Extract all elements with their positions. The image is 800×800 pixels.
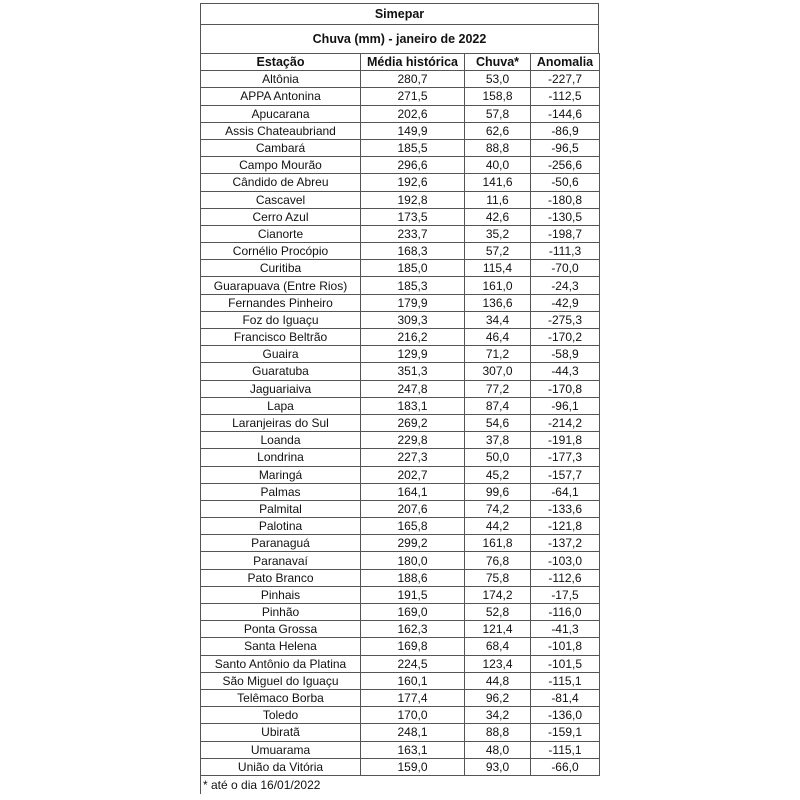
cell-anomaly: -17,5 <box>531 586 600 603</box>
cell-historical-mean: 188,6 <box>361 569 465 586</box>
table-title: Chuva (mm) - janeiro de 2022 <box>200 24 599 53</box>
cell-anomaly: -137,2 <box>531 535 600 552</box>
table-row <box>201 586 600 603</box>
table-row <box>201 311 600 328</box>
cell-historical-mean: 233,7 <box>361 225 465 242</box>
table-row <box>201 294 600 311</box>
footnote: * até o dia 16/01/2022 <box>200 776 599 794</box>
cell-rainfall: 88,8 <box>465 139 531 156</box>
cell-station: Curitiba <box>201 260 361 277</box>
cell-rainfall: 121,4 <box>465 621 531 638</box>
cell-historical-mean: 129,9 <box>361 346 465 363</box>
cell-anomaly: -101,5 <box>531 655 600 672</box>
table-body <box>201 71 600 776</box>
cell-anomaly: -256,6 <box>531 157 600 174</box>
cell-station: Fernandes Pinheiro <box>201 294 361 311</box>
cell-historical-mean: 185,0 <box>361 260 465 277</box>
rainfall-table <box>200 53 600 776</box>
cell-historical-mean: 169,0 <box>361 604 465 621</box>
table-row <box>201 157 600 174</box>
cell-historical-mean: 192,8 <box>361 191 465 208</box>
column-header-station: Estação <box>201 54 361 71</box>
cell-anomaly: -96,1 <box>531 397 600 414</box>
cell-station: São Miguel do Iguaçu <box>201 672 361 689</box>
cell-anomaly: -101,8 <box>531 638 600 655</box>
cell-historical-mean: 165,8 <box>361 518 465 535</box>
cell-station: Toledo <box>201 707 361 724</box>
table-row <box>201 707 600 724</box>
cell-historical-mean: 183,1 <box>361 397 465 414</box>
cell-historical-mean: 191,5 <box>361 586 465 603</box>
cell-rainfall: 123,4 <box>465 655 531 672</box>
cell-rainfall: 99,6 <box>465 483 531 500</box>
cell-historical-mean: 164,1 <box>361 483 465 500</box>
table-row <box>201 122 600 139</box>
cell-rainfall: 44,8 <box>465 672 531 689</box>
cell-rainfall: 35,2 <box>465 225 531 242</box>
cell-station: Cornélio Procópio <box>201 243 361 260</box>
cell-historical-mean: 149,9 <box>361 122 465 139</box>
table-row <box>201 71 600 88</box>
cell-station: Cândido de Abreu <box>201 174 361 191</box>
cell-anomaly: -112,6 <box>531 569 600 586</box>
cell-historical-mean: 192,6 <box>361 174 465 191</box>
cell-historical-mean: 351,3 <box>361 363 465 380</box>
cell-rainfall: 76,8 <box>465 552 531 569</box>
table-row <box>201 604 600 621</box>
cell-anomaly: -112,5 <box>531 88 600 105</box>
cell-station: Telêmaco Borba <box>201 689 361 706</box>
cell-historical-mean: 247,8 <box>361 380 465 397</box>
cell-rainfall: 161,0 <box>465 277 531 294</box>
column-header-rainfall: Chuva* <box>465 54 531 71</box>
cell-rainfall: 48,0 <box>465 741 531 758</box>
cell-anomaly: -177,3 <box>531 449 600 466</box>
cell-historical-mean: 202,7 <box>361 466 465 483</box>
cell-historical-mean: 299,2 <box>361 535 465 552</box>
cell-anomaly: -159,1 <box>531 724 600 741</box>
table-header-row <box>201 54 600 71</box>
table-row <box>201 380 600 397</box>
cell-station: Guaratuba <box>201 363 361 380</box>
cell-anomaly: -115,1 <box>531 741 600 758</box>
cell-historical-mean: 296,6 <box>361 157 465 174</box>
cell-station: Francisco Beltrão <box>201 329 361 346</box>
cell-historical-mean: 185,5 <box>361 139 465 156</box>
cell-station: Assis Chateaubriand <box>201 122 361 139</box>
cell-historical-mean: 168,3 <box>361 243 465 260</box>
table-row <box>201 243 600 260</box>
cell-rainfall: 77,2 <box>465 380 531 397</box>
source-title: Simepar <box>200 3 599 24</box>
cell-station: Campo Mourão <box>201 157 361 174</box>
cell-anomaly: -116,0 <box>531 604 600 621</box>
table-row <box>201 655 600 672</box>
cell-anomaly: -24,3 <box>531 277 600 294</box>
cell-rainfall: 307,0 <box>465 363 531 380</box>
table-row <box>201 621 600 638</box>
cell-historical-mean: 159,0 <box>361 758 465 775</box>
cell-rainfall: 40,0 <box>465 157 531 174</box>
table-row <box>201 741 600 758</box>
cell-rainfall: 34,4 <box>465 311 531 328</box>
cell-station: APPA Antonina <box>201 88 361 105</box>
cell-historical-mean: 207,6 <box>361 500 465 517</box>
table-row <box>201 363 600 380</box>
table-row <box>201 397 600 414</box>
cell-station: Cerro Azul <box>201 208 361 225</box>
cell-rainfall: 93,0 <box>465 758 531 775</box>
table-row <box>201 689 600 706</box>
table-row <box>201 569 600 586</box>
cell-rainfall: 57,8 <box>465 105 531 122</box>
table-row <box>201 535 600 552</box>
cell-station: Laranjeiras do Sul <box>201 414 361 431</box>
cell-rainfall: 11,6 <box>465 191 531 208</box>
table-row <box>201 432 600 449</box>
cell-station: Ponta Grossa <box>201 621 361 638</box>
cell-station: Paranaguá <box>201 535 361 552</box>
cell-anomaly: -121,8 <box>531 518 600 535</box>
cell-rainfall: 46,4 <box>465 329 531 346</box>
cell-historical-mean: 269,2 <box>361 414 465 431</box>
cell-rainfall: 71,2 <box>465 346 531 363</box>
cell-station: Londrina <box>201 449 361 466</box>
cell-station: Altônia <box>201 71 361 88</box>
cell-rainfall: 42,6 <box>465 208 531 225</box>
cell-rainfall: 62,6 <box>465 122 531 139</box>
cell-anomaly: -64,1 <box>531 483 600 500</box>
cell-historical-mean: 271,5 <box>361 88 465 105</box>
cell-rainfall: 87,4 <box>465 397 531 414</box>
cell-rainfall: 75,8 <box>465 569 531 586</box>
cell-station: Cianorte <box>201 225 361 242</box>
table-row <box>201 758 600 775</box>
cell-anomaly: -144,6 <box>531 105 600 122</box>
cell-historical-mean: 180,0 <box>361 552 465 569</box>
cell-historical-mean: 162,3 <box>361 621 465 638</box>
cell-anomaly: -214,2 <box>531 414 600 431</box>
table-row <box>201 139 600 156</box>
cell-station: Ubiratã <box>201 724 361 741</box>
cell-station: Cascavel <box>201 191 361 208</box>
cell-anomaly: -275,3 <box>531 311 600 328</box>
table-row <box>201 414 600 431</box>
cell-rainfall: 50,0 <box>465 449 531 466</box>
cell-anomaly: -136,0 <box>531 707 600 724</box>
cell-anomaly: -115,1 <box>531 672 600 689</box>
cell-historical-mean: 309,3 <box>361 311 465 328</box>
cell-anomaly: -44,3 <box>531 363 600 380</box>
table-row <box>201 638 600 655</box>
cell-anomaly: -70,0 <box>531 260 600 277</box>
cell-anomaly: -41,3 <box>531 621 600 638</box>
table-row <box>201 105 600 122</box>
cell-historical-mean: 248,1 <box>361 724 465 741</box>
cell-station: Santo Antônio da Platina <box>201 655 361 672</box>
cell-rainfall: 45,2 <box>465 466 531 483</box>
cell-station: Loanda <box>201 432 361 449</box>
cell-anomaly: -96,5 <box>531 139 600 156</box>
table-row <box>201 483 600 500</box>
table-row <box>201 225 600 242</box>
table-row <box>201 346 600 363</box>
table-row <box>201 518 600 535</box>
cell-rainfall: 174,2 <box>465 586 531 603</box>
cell-station: Guaira <box>201 346 361 363</box>
table-row <box>201 277 600 294</box>
cell-anomaly: -50,6 <box>531 174 600 191</box>
table-row <box>201 88 600 105</box>
cell-rainfall: 52,8 <box>465 604 531 621</box>
cell-rainfall: 161,8 <box>465 535 531 552</box>
cell-historical-mean: 185,3 <box>361 277 465 294</box>
rainfall-table-sheet <box>200 3 599 794</box>
cell-anomaly: -103,0 <box>531 552 600 569</box>
cell-station: Umuarama <box>201 741 361 758</box>
cell-rainfall: 115,4 <box>465 260 531 277</box>
cell-station: Palotina <box>201 518 361 535</box>
cell-station: Maringá <box>201 466 361 483</box>
cell-historical-mean: 169,8 <box>361 638 465 655</box>
cell-anomaly: -42,9 <box>531 294 600 311</box>
cell-rainfall: 136,6 <box>465 294 531 311</box>
cell-historical-mean: 280,7 <box>361 71 465 88</box>
cell-station: Jaguariaiva <box>201 380 361 397</box>
cell-station: Pato Branco <box>201 569 361 586</box>
cell-rainfall: 54,6 <box>465 414 531 431</box>
cell-rainfall: 158,8 <box>465 88 531 105</box>
table-row <box>201 724 600 741</box>
cell-rainfall: 141,6 <box>465 174 531 191</box>
cell-historical-mean: 177,4 <box>361 689 465 706</box>
table-row <box>201 174 600 191</box>
table-row <box>201 552 600 569</box>
cell-anomaly: -81,4 <box>531 689 600 706</box>
cell-station: Foz do Iguaçu <box>201 311 361 328</box>
cell-historical-mean: 216,2 <box>361 329 465 346</box>
cell-historical-mean: 229,8 <box>361 432 465 449</box>
cell-anomaly: -198,7 <box>531 225 600 242</box>
column-header-anomaly: Anomalia <box>531 54 600 71</box>
cell-rainfall: 37,8 <box>465 432 531 449</box>
cell-station: Guarapuava (Entre Rios) <box>201 277 361 294</box>
cell-anomaly: -170,2 <box>531 329 600 346</box>
cell-station: Apucarana <box>201 105 361 122</box>
cell-station: União da Vitória <box>201 758 361 775</box>
cell-rainfall: 74,2 <box>465 500 531 517</box>
cell-anomaly: -191,8 <box>531 432 600 449</box>
cell-historical-mean: 227,3 <box>361 449 465 466</box>
table-row <box>201 672 600 689</box>
cell-anomaly: -227,7 <box>531 71 600 88</box>
cell-rainfall: 96,2 <box>465 689 531 706</box>
cell-historical-mean: 160,1 <box>361 672 465 689</box>
cell-historical-mean: 173,5 <box>361 208 465 225</box>
cell-historical-mean: 170,0 <box>361 707 465 724</box>
cell-anomaly: -170,8 <box>531 380 600 397</box>
cell-station: Lapa <box>201 397 361 414</box>
cell-station: Pinhão <box>201 604 361 621</box>
table-row <box>201 329 600 346</box>
cell-station: Santa Helena <box>201 638 361 655</box>
table-row <box>201 449 600 466</box>
table-row <box>201 191 600 208</box>
cell-rainfall: 34,2 <box>465 707 531 724</box>
cell-station: Cambará <box>201 139 361 156</box>
cell-anomaly: -157,7 <box>531 466 600 483</box>
cell-rainfall: 53,0 <box>465 71 531 88</box>
cell-rainfall: 57,2 <box>465 243 531 260</box>
cell-rainfall: 68,4 <box>465 638 531 655</box>
cell-anomaly: -66,0 <box>531 758 600 775</box>
cell-historical-mean: 179,9 <box>361 294 465 311</box>
cell-station: Palmas <box>201 483 361 500</box>
table-row <box>201 466 600 483</box>
column-header-historical-mean: Média histórica <box>361 54 465 71</box>
table-row <box>201 208 600 225</box>
cell-station: Palmital <box>201 500 361 517</box>
cell-anomaly: -58,9 <box>531 346 600 363</box>
cell-rainfall: 88,8 <box>465 724 531 741</box>
cell-historical-mean: 163,1 <box>361 741 465 758</box>
cell-historical-mean: 202,6 <box>361 105 465 122</box>
cell-station: Pinhais <box>201 586 361 603</box>
cell-anomaly: -130,5 <box>531 208 600 225</box>
cell-anomaly: -86,9 <box>531 122 600 139</box>
cell-rainfall: 44,2 <box>465 518 531 535</box>
table-row <box>201 260 600 277</box>
cell-historical-mean: 224,5 <box>361 655 465 672</box>
cell-anomaly: -180,8 <box>531 191 600 208</box>
table-row <box>201 500 600 517</box>
cell-anomaly: -111,3 <box>531 243 600 260</box>
cell-station: Paranavaí <box>201 552 361 569</box>
cell-anomaly: -133,6 <box>531 500 600 517</box>
